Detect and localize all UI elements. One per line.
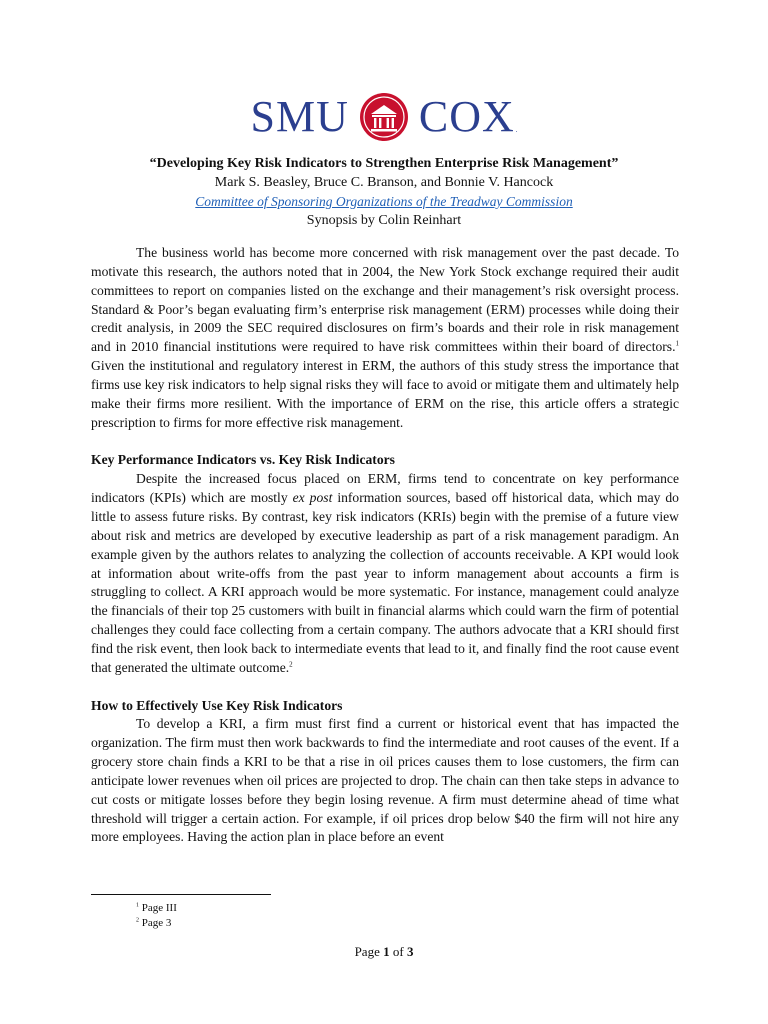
section-heading-effective-use: How to Effectively Use Key Risk Indicators	[91, 697, 343, 713]
logo-cox: COX	[418, 92, 515, 141]
footnote-ref-1: 1	[675, 339, 679, 348]
section-heading-kpi-vs-kri: Key Performance Indicators vs. Key Risk Indicators	[91, 452, 395, 468]
page-number: Page 1 of 3	[354, 944, 414, 959]
footnotes	[136, 901, 177, 931]
seal-icon	[359, 92, 409, 142]
organization-link[interactable]: Committee of Sponsoring Organizations of the Treadway Commission	[195, 194, 573, 209]
document-body	[91, 244, 679, 847]
synopsis-author: Synopsis by Colin Reinhart	[306, 213, 462, 228]
paper-authors: Mark S. Beasley, Bruce C. Branson, and Bonnie V. Hancock	[214, 175, 554, 190]
document-header	[0, 154, 768, 230]
section1-paragraph: Despite the increased focus placed on ERM, firms tend to concentrate on key performance indicators (KPIs) which are mostly ex post information sources, based off historical data, which may do little to assess future risks. By contrast, key risk indicators (KRIs) begin with the premise of a future view about risk and metrics are developed by executive leadership as part of a risk management paradigm. An example given by the authors relates to analyzing the collection of accounts receivable. A KPI would look at information about write-offs from the past year to inform management about accounts a firm is struggling to collect. A KRI approach would be more systematic. For instance, management could analyze the financials of their top 25 customers with built in financial alarms which could warn the firm of potential challenges they could face collecting from a certain company. The authors advocate that a KRI should first find the risk event, then look back to intermediate events that lead to it, and finally find the root cause event that generated the ultimate outcome.$^2$	[91, 471, 679, 675]
intro-paragraph: The business world has become more concerned with risk management over the past decade. To motivate this research, the authors noted that in 2004, the New York Stock exchange required their audit committees to report on companies listed on the exchange and their management’s risk oversight process. Standard & Poor’s began evaluating firm’s enterprise risk management (ERM) processes while doing their credit analysis, in 2009 the SEC required disclosures on firm’s boards and their role in risk management and in 2010 financial institutions were required to have risk committees within their board of directors.$^1$ Given the institutional and regulatory interest in ERM, the authors of this study stress the importance that firms use key risk indicators to help signal risks they will face to avoid or mitigate them and ultimately help make their firms more resilient. With the importance of ERM on the rise, this article offers a strategic prescription to firms for more effective risk management.	[91, 245, 679, 430]
footnote-1: $^1$ Page III	[136, 902, 177, 914]
logo-smu: SMU	[250, 92, 349, 141]
paper-title: “Developing Key Risk Indicators to Strengthen Enterprise Risk Management”	[149, 156, 619, 171]
section2-paragraph: To develop a KRI, a firm must first find a current or historical event that has impacted the organization. The firm must then work backwards to find the intermediate and root causes of the event. If a grocery store chain finds a KRI to be that a rise in oil prices causes them to lose customers, the firm can anticipate lower revenues when oil prices are projected to drop. The chain can then take steps in advance to cut costs or mitigate losses before they begin losing revenue. A firm must determine ahead of time what threshold will trigger a certain action. For example, if oil prices drop below $40 the firm will not hire any more employees. Having the action plan in place before an event	[91, 716, 679, 845]
footnote-divider	[91, 894, 271, 895]
footnote-ref-2: 2	[289, 660, 293, 669]
smu-cox-logo	[0, 92, 768, 142]
logo-trademark: .	[515, 126, 518, 134]
footnote-2: $^2$ Page 3	[136, 917, 172, 929]
